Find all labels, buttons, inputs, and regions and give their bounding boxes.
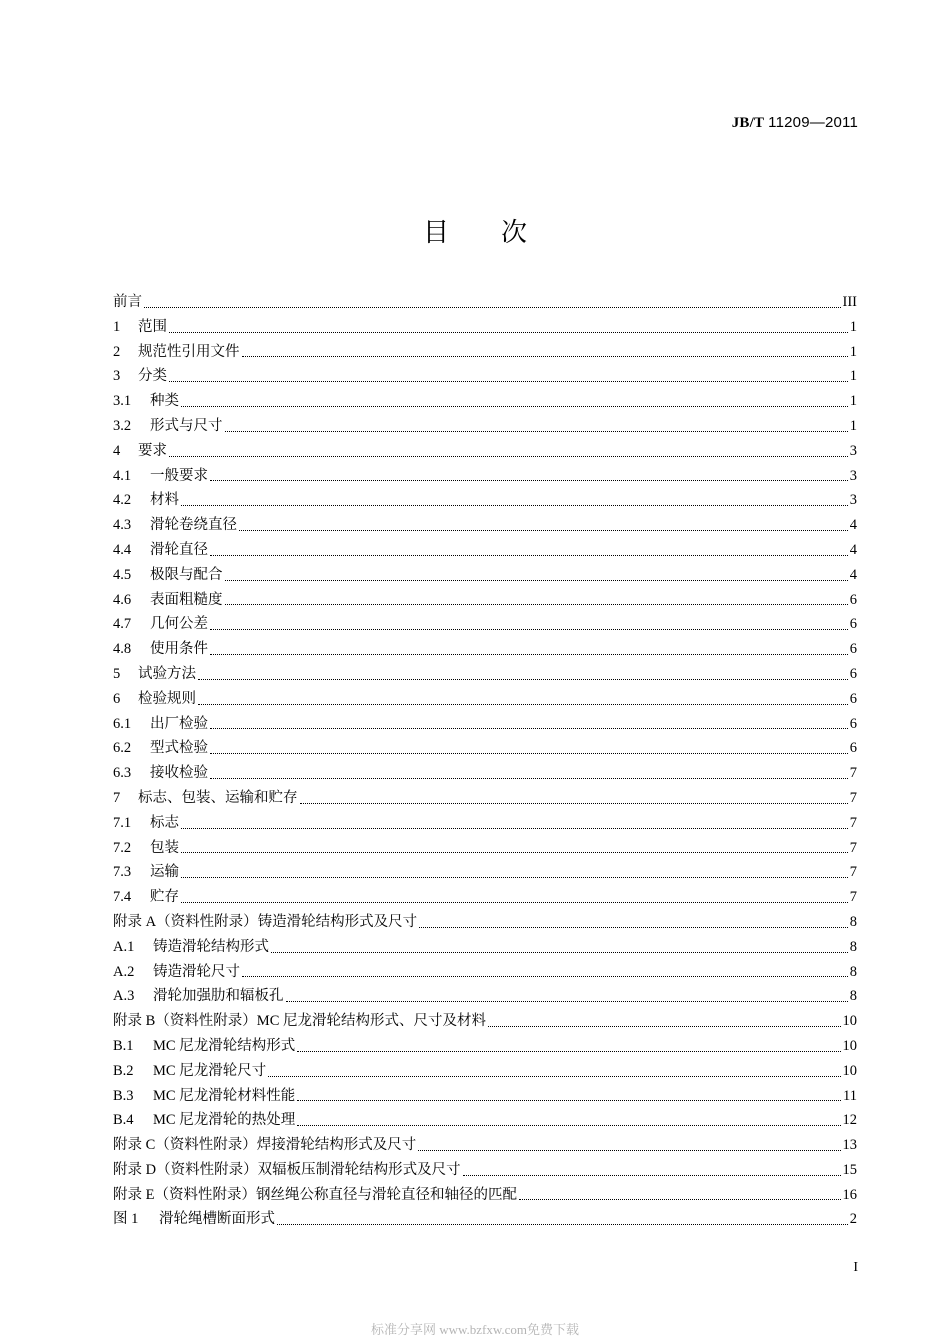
toc-entry-page: 4 — [849, 566, 857, 583]
toc-entry-page: 7 — [849, 864, 857, 881]
toc-entry-title: 使用条件 — [150, 641, 208, 658]
toc-entry-page: 7 — [849, 814, 857, 831]
toc-entry-page: 4 — [849, 517, 857, 534]
toc-leader-dots — [198, 703, 848, 705]
toc-entry-number: 4.7 — [113, 616, 132, 633]
toc-entry[interactable] — [113, 984, 857, 1009]
toc-entry-number: 7 — [113, 789, 121, 806]
toc-entry-page: 1 — [849, 343, 857, 360]
toc-entry-number: B.4 — [113, 1112, 134, 1129]
toc-entry-page: 1 — [849, 368, 857, 385]
toc-entry-title: 附录 B（资料性附录）MC 尼龙滑轮结构形式、尺寸及材料 — [113, 1013, 486, 1030]
toc-entry-page: 8 — [849, 938, 857, 955]
toc-leader-dots — [277, 1223, 848, 1225]
toc-leader-dots — [271, 951, 848, 953]
toc-entry[interactable] — [113, 1034, 857, 1059]
toc-entry[interactable] — [113, 960, 857, 985]
toc-leader-dots — [300, 802, 848, 804]
toc-entry-title: 附录 D（资料性附录）双辐板压制滑轮结构形式及尺寸 — [113, 1161, 461, 1178]
toc-entry-title: 几何公差 — [150, 616, 208, 633]
toc-entry-title: 滑轮卷绕直径 — [150, 517, 237, 534]
toc-entry-page: III — [842, 294, 857, 310]
toc-entry-title: 试验方法 — [138, 665, 196, 682]
page-title: 目次 — [422, 218, 579, 248]
toc-entry-title: 附录 C（资料性附录）焊接滑轮结构形式及尺寸 — [113, 1137, 417, 1154]
toc-entry-number: 7.2 — [113, 839, 132, 856]
toc-leader-dots — [181, 901, 848, 903]
toc-entry-title: 规范性引用文件 — [138, 343, 240, 360]
toc-entry-number: 6 — [113, 690, 121, 707]
toc-leader-dots — [210, 777, 848, 779]
toc-entry-title: 附录 E（资料性附录）钢丝绳公称直径与滑轮直径和轴径的匹配 — [113, 1186, 517, 1203]
toc-entry-title: MC 尼龙滑轮结构形式 — [153, 1037, 296, 1054]
toc-entry-title: 型式检验 — [150, 740, 208, 757]
toc-entry[interactable] — [113, 513, 857, 538]
toc-entry-page: 8 — [849, 963, 857, 980]
toc-leader-dots — [210, 554, 848, 556]
toc-entry-number: 6.1 — [113, 715, 132, 732]
toc-entry-number: 4.6 — [113, 591, 132, 608]
toc-leader-dots — [169, 455, 848, 457]
toc-leader-dots — [198, 678, 848, 680]
toc-entry-number: 4.4 — [113, 541, 132, 558]
toc-entry-page: 7 — [849, 789, 857, 806]
standard-prefix: JB/T — [731, 115, 765, 131]
toc-entry-title: 附录 A（资料性附录）铸造滑轮结构形式及尺寸 — [113, 913, 418, 930]
toc-leader-dots — [181, 827, 848, 829]
toc-entry[interactable] — [113, 389, 857, 414]
toc-leader-dots — [210, 752, 848, 754]
toc-entry-title: 材料 — [150, 492, 179, 509]
toc-entry-title: 接收检验 — [150, 765, 208, 782]
toc-entry-title: 表面粗糙度 — [150, 591, 223, 608]
toc-entry[interactable] — [113, 662, 857, 687]
toc-entry-page: 16 — [842, 1186, 857, 1203]
toc-entry-number: 4.1 — [113, 467, 132, 484]
toc-entry[interactable] — [113, 860, 857, 885]
toc-entry-number: 3.1 — [113, 393, 132, 410]
toc-entry-number: 图 1 — [113, 1211, 139, 1228]
toc-entry-title: 滑轮加强肋和辐板孔 — [153, 988, 284, 1005]
toc-leader-dots — [418, 1149, 840, 1151]
toc-entry[interactable] — [113, 687, 857, 712]
toc-entry[interactable] — [113, 1133, 857, 1158]
toc-entry-title: 检验规则 — [138, 690, 196, 707]
toc-entry-title: MC 尼龙滑轮尺寸 — [153, 1062, 267, 1079]
toc-entry-page: 3 — [849, 492, 857, 509]
toc-entry-page: 1 — [849, 318, 857, 335]
toc-entry[interactable] — [113, 1183, 857, 1208]
toc-entry-number: A.3 — [113, 988, 135, 1005]
toc-leader-dots — [239, 529, 848, 531]
toc-leader-dots — [242, 355, 848, 357]
toc-entry[interactable] — [113, 786, 857, 811]
toc-entry-title: 贮存 — [150, 889, 179, 906]
toc-leader-dots — [488, 1025, 841, 1027]
toc-entry-title: 包装 — [150, 839, 179, 856]
toc-entry-title: 一般要求 — [150, 467, 208, 484]
toc-entry-number: A.1 — [113, 938, 135, 955]
toc-entry-page: 6 — [849, 665, 857, 682]
table-of-contents — [113, 290, 857, 1232]
toc-entry[interactable] — [113, 364, 857, 389]
standard-code: 11209—2011 — [768, 114, 858, 131]
toc-entry-page: 7 — [849, 765, 857, 782]
toc-entry-number: 3 — [113, 368, 121, 385]
toc-entry[interactable] — [113, 1084, 857, 1109]
toc-leader-dots — [210, 628, 848, 630]
toc-entry-title: 范围 — [138, 318, 167, 335]
toc-leader-dots — [210, 479, 848, 481]
toc-entry-number: 4.5 — [113, 566, 132, 583]
toc-entry[interactable] — [113, 637, 857, 662]
toc-entry-title: 标志 — [150, 814, 179, 831]
toc-entry-title: MC 尼龙滑轮材料性能 — [153, 1087, 296, 1104]
toc-entry[interactable] — [113, 414, 857, 439]
toc-leader-dots — [297, 1099, 841, 1101]
toc-entry-number: 4 — [113, 442, 121, 459]
toc-entry-number: 6.2 — [113, 740, 132, 757]
toc-entry-number: B.1 — [113, 1037, 134, 1054]
toc-entry-number: B.2 — [113, 1062, 134, 1079]
toc-entry-number: 4.2 — [113, 492, 132, 509]
toc-entry[interactable] — [113, 588, 857, 613]
toc-leader-dots — [210, 727, 848, 729]
toc-leader-dots — [419, 926, 848, 928]
toc-entry-page: 12 — [842, 1112, 857, 1129]
toc-entry-number: B.3 — [113, 1087, 134, 1104]
toc-leader-dots — [225, 430, 848, 432]
toc-entry[interactable] — [113, 464, 857, 489]
toc-entry-page: 10 — [842, 1062, 857, 1079]
toc-entry-title: 分类 — [138, 368, 167, 385]
toc-entry-title: 滑轮直径 — [150, 541, 208, 558]
toc-entry-number: 6.3 — [113, 765, 132, 782]
toc-entry-title: 运输 — [150, 864, 179, 881]
toc-entry[interactable] — [113, 836, 857, 861]
toc-entry-title: 种类 — [150, 393, 179, 410]
toc-entry-page: 4 — [849, 541, 857, 558]
toc-entry[interactable] — [113, 1009, 857, 1034]
toc-entry-number: 3.2 — [113, 417, 132, 434]
toc-entry-page: 13 — [842, 1137, 857, 1154]
toc-entry-number: 7.1 — [113, 814, 132, 831]
toc-entry-page: 6 — [849, 616, 857, 633]
toc-entry-page: 1 — [849, 417, 857, 434]
toc-entry-page: 6 — [849, 591, 857, 608]
toc-entry[interactable] — [113, 315, 857, 340]
toc-entry-number: 7.4 — [113, 889, 132, 906]
toc-leader-dots — [181, 851, 848, 853]
toc-entry-title: 滑轮绳槽断面形式 — [159, 1211, 275, 1228]
toc-leader-dots — [210, 653, 848, 655]
toc-entry-number: 2 — [113, 343, 121, 360]
toc-leader-dots — [242, 975, 848, 977]
standard-number — [732, 114, 858, 132]
toc-entry-title: 铸造滑轮结构形式 — [153, 938, 269, 955]
toc-entry[interactable] — [113, 1108, 857, 1133]
toc-leader-dots — [225, 603, 848, 605]
toc-entry-page: 11 — [843, 1087, 857, 1104]
toc-entry-number: 4.8 — [113, 641, 132, 658]
toc-leader-dots — [519, 1198, 841, 1200]
toc-entry[interactable] — [113, 488, 857, 513]
toc-leader-dots — [169, 380, 848, 382]
toc-entry-title: 要求 — [138, 442, 167, 459]
toc-leader-dots — [286, 1000, 848, 1002]
toc-entry-title: 标志、包装、运输和贮存 — [138, 789, 298, 806]
toc-entry-page: 7 — [849, 889, 857, 906]
toc-leader-dots — [463, 1174, 841, 1176]
toc-entry[interactable] — [113, 811, 857, 836]
toc-entry-page: 10 — [842, 1013, 857, 1030]
toc-leader-dots — [181, 405, 848, 407]
toc-leader-dots — [181, 504, 848, 506]
toc-entry-title: MC 尼龙滑轮的热处理 — [153, 1112, 296, 1129]
toc-leader-dots — [297, 1050, 840, 1052]
toc-leader-dots — [144, 306, 841, 308]
toc-entry-page: 1 — [849, 393, 857, 410]
toc-entry-title: 铸造滑轮尺寸 — [153, 963, 240, 980]
toc-entry[interactable] — [113, 712, 857, 737]
toc-entry[interactable] — [113, 612, 857, 637]
toc-entry[interactable] — [113, 885, 857, 910]
toc-entry-page: 2 — [849, 1211, 857, 1228]
toc-entry-page: 6 — [849, 641, 857, 658]
toc-entry-number: 1 — [113, 318, 121, 335]
toc-entry-page: 7 — [849, 839, 857, 856]
toc-entry-number: 4.3 — [113, 517, 132, 534]
toc-entry[interactable] — [113, 439, 857, 464]
toc-entry[interactable] — [113, 563, 857, 588]
toc-entry[interactable] — [113, 1059, 857, 1084]
toc-entry-page: 3 — [849, 467, 857, 484]
toc-entry[interactable] — [113, 935, 857, 960]
toc-leader-dots — [169, 331, 848, 333]
toc-entry[interactable] — [113, 290, 857, 315]
toc-entry[interactable] — [113, 736, 857, 761]
toc-entry-page: 8 — [849, 913, 857, 930]
toc-entry[interactable] — [113, 1207, 857, 1232]
toc-entry-number: 5 — [113, 665, 121, 682]
toc-entry-title: 前言 — [113, 294, 142, 310]
toc-entry-page: 6 — [849, 690, 857, 707]
toc-entry[interactable] — [113, 340, 857, 365]
toc-leader-dots — [225, 579, 848, 581]
toc-entry-page: 3 — [849, 442, 857, 459]
toc-entry-title: 极限与配合 — [150, 566, 223, 583]
toc-leader-dots — [181, 876, 848, 878]
toc-entry-title: 形式与尺寸 — [150, 417, 223, 434]
toc-entry-page: 10 — [842, 1037, 857, 1054]
toc-entry-page: 8 — [849, 988, 857, 1005]
toc-entry-title: 出厂检验 — [150, 715, 208, 732]
toc-entry[interactable] — [113, 761, 857, 786]
toc-entry-page: 6 — [849, 715, 857, 732]
toc-entry[interactable] — [113, 910, 857, 935]
watermark: 标准分享网 www.bzfxw.com免费下载 — [370, 1322, 580, 1337]
toc-leader-dots — [297, 1124, 840, 1126]
toc-entry[interactable] — [113, 538, 857, 563]
toc-entry-number: A.2 — [113, 963, 135, 980]
toc-entry[interactable] — [113, 1158, 857, 1183]
toc-entry-page: 15 — [842, 1161, 857, 1178]
toc-leader-dots — [268, 1075, 840, 1077]
toc-entry-page: 6 — [849, 740, 857, 757]
toc-entry-number: 7.3 — [113, 864, 132, 881]
page-number: I — [853, 1260, 858, 1275]
